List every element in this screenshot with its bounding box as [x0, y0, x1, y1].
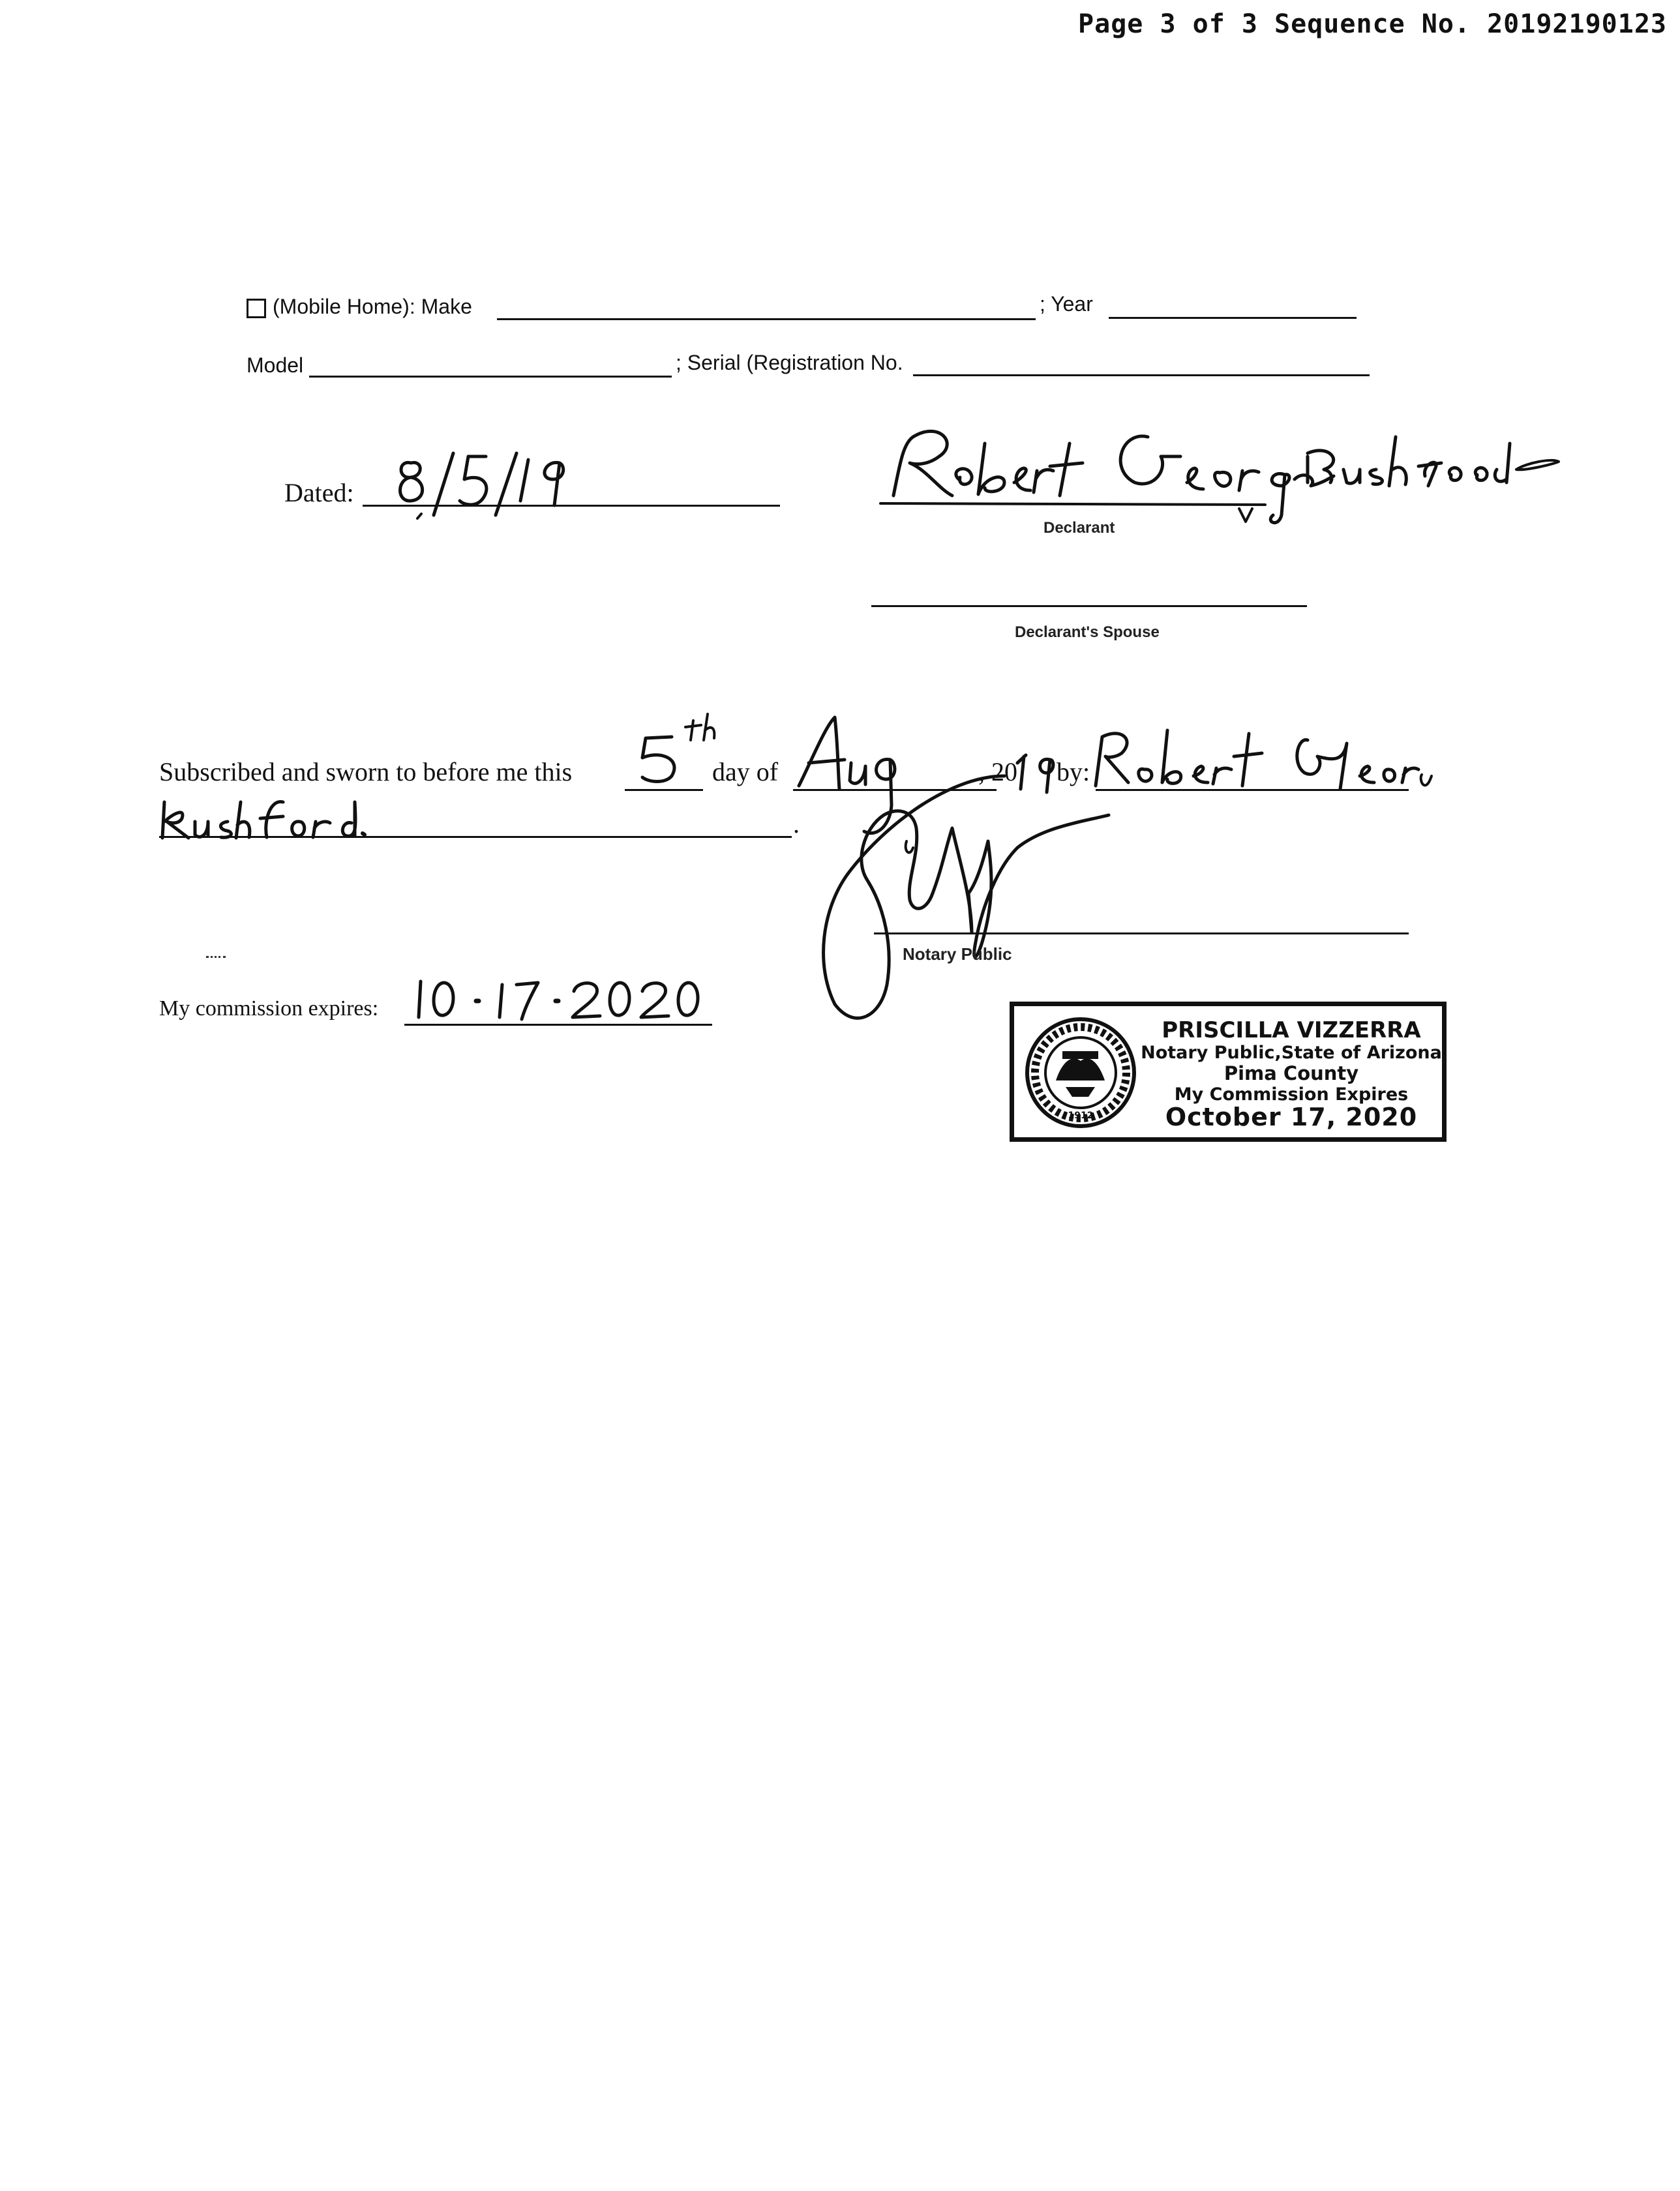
- stray-mark: [206, 956, 226, 960]
- stamp-text-block: [1138, 1019, 1445, 1129]
- notary-signature-line[interactable]: [874, 932, 1409, 934]
- oath-prefix: Subscribed and sworn to before me this: [159, 757, 573, 786]
- svg-text:1912: 1912: [1068, 1110, 1094, 1121]
- mobile-home-make-label: (Mobile Home): Make: [273, 295, 472, 318]
- spouse-label: Declarant's Spouse: [1015, 623, 1160, 641]
- commission-label: My commission expires:: [159, 996, 379, 1021]
- serial-label: ; Serial (Registration No.: [676, 351, 903, 374]
- spouse-signature-line[interactable]: [871, 605, 1307, 607]
- notary-public-label: Notary Public: [903, 944, 1012, 964]
- oath-end-period: .: [793, 809, 800, 839]
- declarant-label: Declarant: [1043, 519, 1115, 537]
- by-label: by:: [1057, 757, 1090, 786]
- stamp-expires-date: October 17, 2020: [1165, 1103, 1418, 1131]
- year-field-line[interactable]: [1109, 317, 1357, 319]
- stamp-notary-name: PRISCILLA VIZZERRA: [1162, 1017, 1421, 1043]
- year-label: ; Year: [1040, 292, 1093, 316]
- stamp-expires-label: My Commission Expires: [1174, 1084, 1409, 1105]
- dated-handwritten-value: [391, 443, 607, 528]
- mobile-home-checkbox[interactable]: [247, 299, 266, 318]
- dated-label: Dated:: [284, 478, 354, 507]
- arizona-state-seal: [1023, 1015, 1138, 1130]
- stamp-notary-title: Notary Public,State of Arizona: [1141, 1043, 1442, 1063]
- notary-stamp: [1010, 1002, 1447, 1142]
- day-of-label: day of: [712, 757, 779, 786]
- stamp-county: Pima County: [1223, 1062, 1359, 1084]
- mobile-home-row: [247, 295, 472, 319]
- declarant-signature: [874, 417, 1565, 548]
- page-sequence-header: Page 3 of 3 Sequence No. 20192190123: [1078, 9, 1667, 39]
- notary-signature: [809, 750, 1435, 1030]
- oath-name-handwritten-line2: [159, 796, 368, 848]
- oath-year-prefix: , 20: [978, 757, 1017, 786]
- commission-handwritten-value: [411, 975, 704, 1027]
- model-label: Model: [247, 353, 304, 377]
- serial-field-line[interactable]: [913, 374, 1370, 376]
- make-field-line[interactable]: [497, 318, 1036, 320]
- model-field-line[interactable]: [309, 376, 672, 378]
